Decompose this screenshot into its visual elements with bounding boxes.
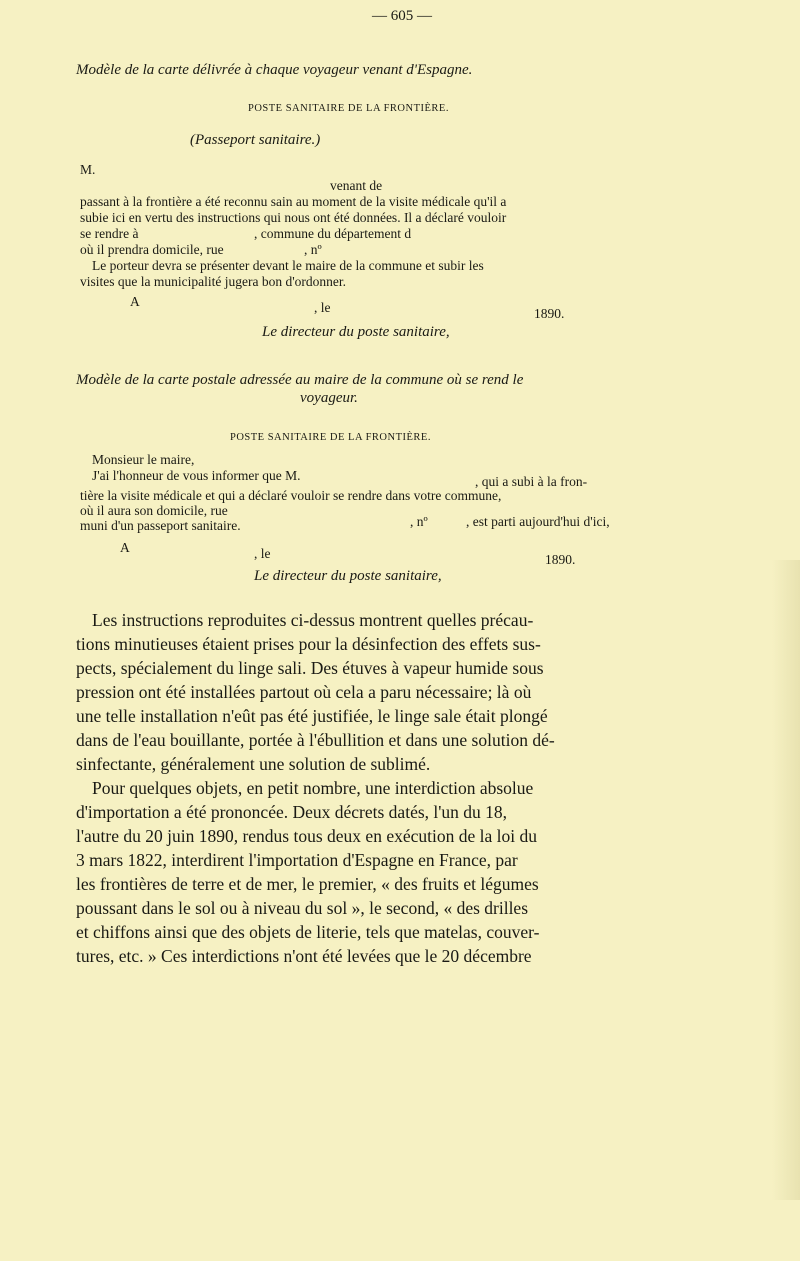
page-number: — 605 —	[372, 8, 432, 24]
body-line: dans de l'eau bouillante, portée à l'ébullition et dans une solution dé-	[76, 730, 555, 750]
form2-title: Modèle de la carte postale adressée au maire de la commune où se rend le	[76, 372, 524, 388]
form1-line5: Le porteur devra se présenter devant le maire de la commune et subir les	[92, 258, 484, 273]
body-line: 3 mars 1822, interdirent l'importation d'Espagne en France, par	[76, 850, 518, 870]
body-line: pression ont été installées partout où cela a paru nécessaire; là où	[76, 682, 532, 702]
form2-line3a: où il aura son domicile, rue	[80, 503, 228, 518]
form2-line2: tière la visite médicale et qui a déclaré vouloir se rendre dans votre commune,	[80, 488, 502, 503]
form1-line2: subie ici en vertu des instructions qui nous ont été données. Il a déclaré vouloir	[80, 210, 507, 225]
form1-line3a: se rendre à	[80, 226, 139, 241]
form1-date-year: 1890.	[534, 306, 565, 321]
form2-line3c: , est parti aujourd'hui d'ici,	[466, 514, 610, 529]
form1-venant: venant de	[330, 178, 383, 193]
form2-date-a: A	[120, 540, 130, 555]
form2-line4: muni d'un passeport sanitaire.	[80, 518, 241, 533]
form1-subtitle: (Passeport sanitaire.)	[190, 132, 321, 148]
body-line: tures, etc. » Ces interdictions n'ont été levées que le 20 décembre	[76, 946, 532, 966]
body-line: et chiffons ainsi que des objets de literie, tels que matelas, couver-	[76, 922, 540, 942]
body-line: une telle installation n'eût pas été justifiée, le linge sale était plongé	[76, 706, 548, 726]
body-line: Pour quelques objets, en petit nombre, une interdiction absolue	[92, 778, 534, 798]
body-line: l'autre du 20 juin 1890, rendus tous deux en exécution de la loi du	[76, 826, 537, 846]
body-line: poussant dans le sol ou à niveau du sol », le second, « des drilles	[76, 898, 529, 918]
body-line: Les instructions reproduites ci-dessus montrent quelles précau-	[92, 610, 534, 630]
form2-title-cont: voyageur.	[300, 390, 358, 406]
form1-line4b: , nº	[304, 242, 322, 257]
page-edge-shadow	[772, 560, 800, 1200]
form2-signature: Le directeur du poste sanitaire,	[254, 568, 442, 584]
form2-date-year: 1890.	[545, 552, 576, 567]
form2-salutation: Monsieur le maire,	[92, 452, 195, 467]
body-line: tions minutieuses étaient prises pour la désinfection des effets sus-	[76, 634, 541, 654]
body-line: d'importation a été prononcée. Deux décrets datés, l'un du 18,	[76, 802, 508, 822]
form1-line3b: , commune du département d	[254, 226, 412, 241]
form1-line6: visites que la municipalité jugera bon d'ordonner.	[80, 274, 346, 289]
form1-header: POSTE SANITAIRE DE LA FRONTIÈRE.	[248, 103, 449, 114]
form1-title: Modèle de la carte délivrée à chaque voyageur venant d'Espagne.	[76, 62, 473, 78]
body-line: sinfectante, généralement une solution de sublimé.	[76, 754, 431, 774]
form1-signature: Le directeur du poste sanitaire,	[262, 324, 450, 340]
form2-date-le: , le	[254, 546, 271, 561]
form1-line4a: où il prendra domicile, rue	[80, 242, 224, 257]
form2-line1a: J'ai l'honneur de vous informer que M.	[92, 468, 301, 483]
body-line: pects, spécialement du linge sali. Des étuves à vapeur humide sous	[76, 658, 544, 678]
form1-date-a: A	[130, 294, 140, 309]
form2-line3b: , nº	[410, 514, 428, 529]
form1-date-le: , le	[314, 300, 331, 315]
body-line: les frontières de terre et de mer, le premier, « des fruits et légumes	[76, 874, 539, 894]
form2-line1b: , qui a subi à la fron-	[475, 474, 588, 489]
form1-line1: passant à la frontière a été reconnu sain au moment de la visite médicale qu'il a	[80, 194, 507, 209]
form2-header: POSTE SANITAIRE DE LA FRONTIÈRE.	[230, 432, 431, 443]
form1-m: M.	[80, 162, 96, 177]
